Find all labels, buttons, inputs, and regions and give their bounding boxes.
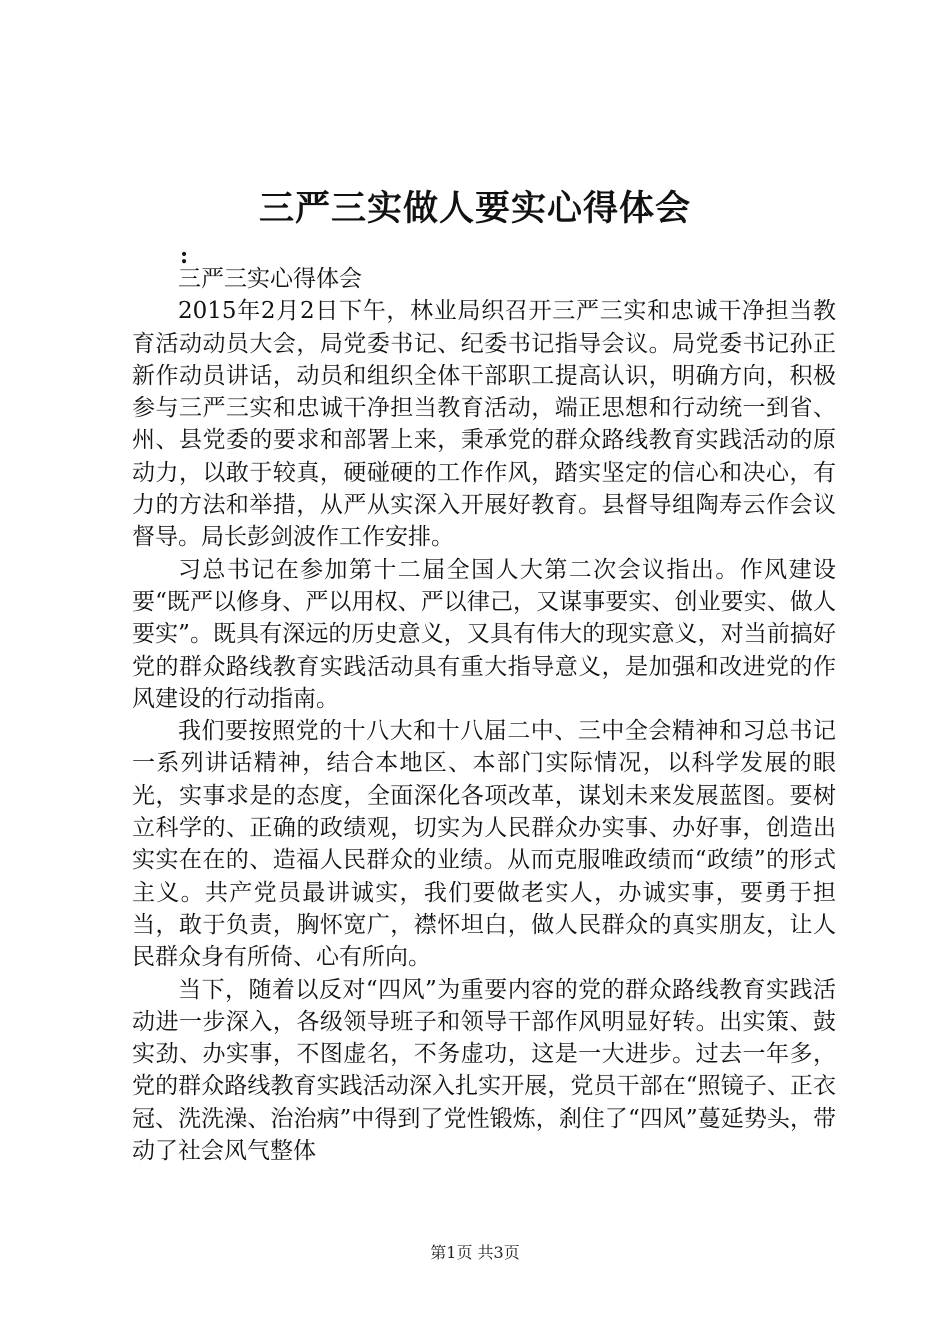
body-paragraph-1: 2015年2月2日下午，林业局织召开三严三实和忠诚干净担当教育活动动员大会，局党委书记、纪委书记指导会议。局党委书记孙正新作动员讲话，动员和组织全体干部职工提高认识，明确方向，积极参与三严三实和忠诚干净担当教育活动，端正思想和行动统一到省、州、县党委的要求和部署上来，秉承党的群众路线教育实践活动的原动力，以敢于较真，硬碰硬的工作作风，踏实坚定的信心和决心，有力的方法和举措，从严从实深入开展好教育。县督导组陶寿云作会议督导。局长彭剑波作工作安排。 [132,298,836,551]
document-body [132,263,836,1167]
subtitle-paragraph: 三严三实心得体会 [178,266,362,292]
title-colon: : [180,243,189,269]
page-footer: 第1页 共3页 [430,1243,520,1262]
body-paragraph-4: 当下，随着以反对“四风”为重要内容的党的群众路线教育实践活动进一步深入，各级领导班子和领导干部作风明显好转。出实策、鼓实劲、办实事，不图虚名，不务虚功，这是一大进步。过去一年多，党的群众路线教育实践活动深入扎实开展，党员干部在“照镜子、正衣冠、洗洗澡、治治病”中得到了党性锻炼，刹住了“四风”蔓延势头，带动了社会风气整体 [132,976,836,1165]
body-paragraph-2: 习总书记在参加第十二届全国人大第二次会议指出。作风建设要“既严以修身、严以用权、严以律己，又谋事要实、创业要实、做人要实”。既具有深远的历史意义，又具有伟大的现实意义，对当前搞好党的群众路线教育实践活动具有重大指导意义，是加强和改进党的作风建设的行动指南。 [132,556,836,712]
document-title: 三严三实做人要实心得体会 [258,188,691,229]
body-paragraph-3: 我们要按照党的十八大和十八届二中、三中全会精神和习总书记一系列讲话精神，结合本地区、本部门实际情况，以科学发展的眼光，实事求是的态度，全面深化各项改革，谋划未来发展蓝图。要树立科学的、正确的政绩观，切实为人民群众办实事、办好事，创造出实实在在的、造福人民群众的业绩。从而克服唯政绩而“政绩”的形式主义。共产党员最讲诚实，我们要做老实人，办诚实事，要勇于担当，敢于负责，胸怀宽广，襟怀坦白，做人民群众的真实朋友，让人民群众身有所倚、心有所向。 [132,718,836,971]
